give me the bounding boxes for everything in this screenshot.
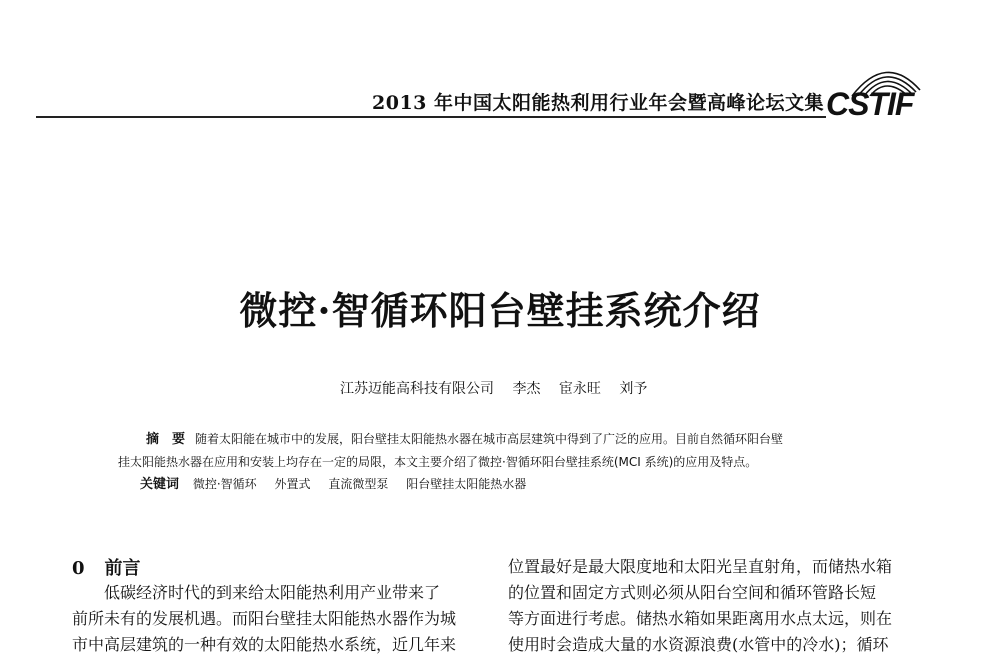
- paragraph-line: 市中高层建筑的一种有效的太阳能热水系统，近几年来: [72, 635, 457, 654]
- author-line: [340, 378, 661, 398]
- affiliation: 江苏迈能高科技有限公司: [340, 381, 494, 397]
- section-heading: [72, 554, 141, 580]
- author-2: 宦永旺: [558, 381, 601, 397]
- abstract-text-1: 随着太阳能在城市中的发展，阳台壁挂太阳能热水器在城市高层建筑中得到了广泛的应用。目前自然循环阳台壁: [195, 432, 784, 446]
- logo-text: CSTIF: [826, 86, 914, 122]
- keyword: 微控·智循环: [192, 477, 257, 491]
- abstract-line-1: [118, 428, 928, 451]
- keyword: 直流微型泵: [328, 477, 389, 491]
- cstif-logo: [826, 56, 926, 126]
- section-title: 前言: [104, 558, 141, 579]
- paper-title: 微控·智循环阳台壁挂系统介绍: [239, 288, 761, 333]
- keyword: 外置式: [274, 477, 311, 491]
- keywords-label: 关键词: [140, 477, 180, 492]
- author-3: 刘予: [619, 381, 648, 397]
- paragraph-line: 的位置和固定方式则必须从阳台空间和循环管路长短: [508, 583, 877, 602]
- abstract-text-2: 挂太阳能热水器在应用和安装上均存在一定的局限，本文主要介绍了微控·智循环阳台壁挂系统(MCI 系统)的应用及特点。: [118, 455, 758, 469]
- paragraph-line: 低碳经济时代的到来给太阳能热利用产业带来了: [104, 583, 441, 602]
- paragraph-line: 等方面进行考虑。储热水箱如果距离用水点太远，则在: [508, 609, 893, 628]
- body-right-column: [508, 554, 938, 658]
- paragraph-line: 前所未有的发展机遇。而阳台壁挂太阳能热水器作为城: [72, 609, 457, 628]
- keywords-line: [118, 473, 928, 496]
- proceedings-title: 2013 年中国太阳能热利用行业年会暨高峰论坛文集: [372, 92, 824, 114]
- abstract-block: [118, 428, 928, 496]
- body-left-column: [72, 580, 492, 658]
- section-number: 0: [72, 558, 85, 579]
- paragraph-line: 使用时会造成大量的水资源浪费(水管中的冷水)；循环: [508, 635, 889, 654]
- header-divider: [36, 116, 826, 118]
- paragraph-line: 位置最好是最大限度地和太阳光呈直射角，而储热水箱: [508, 557, 893, 576]
- author-1: 李杰: [512, 381, 541, 397]
- keyword: 阳台壁挂太阳能热水器: [406, 477, 527, 491]
- abstract-label: 摘 要: [146, 432, 186, 447]
